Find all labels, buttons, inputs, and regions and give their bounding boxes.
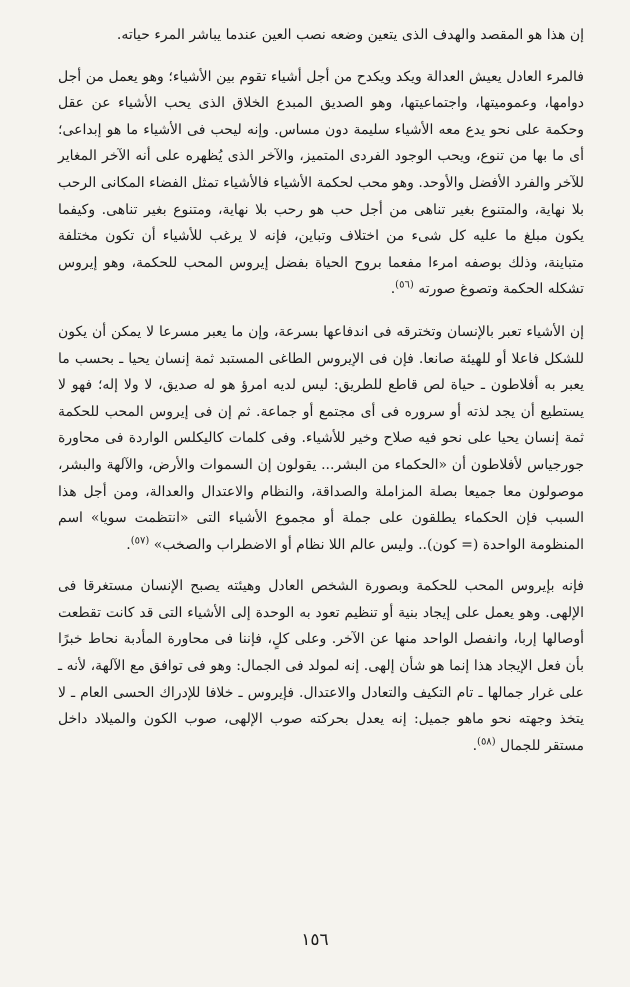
page-number: ١٥٦ xyxy=(301,930,329,950)
paragraph-1 xyxy=(58,22,584,49)
paragraph-4: فإنه بإيروس المحب للحكمة وبصورة الشخص العادل وهيئته يصبح الإنسان مستغرقا فى الإلهى. وهو يعمل على إيجاد بنية أو تنظيم تعود به الوحدة إلى الأشياء التى قد كانت تقطعت أوصالها إربا، وانفصل الواحد منها عن الآخر. وعلى كلٍ، فإننا فى محاورة المأدبة نحاط خبرًا بأن فعل الإيجاد هذا إنما هو شأن إلهى. إنه لمولد فى الجمال: وهو فى توافق مع الآلهة، لأنه ـ على غرار جمالها ـ تام التكيف والتعادل والاعتدال. فإيروس ـ خلافا للإدراك الحسى العام ـ لا يتخذ وجهته نحو ماهو جميل: إنه يعدل بحركته صوب الإلهى، صوب الكون والميلاد داخل مستقر للجمال $^{(٥٨)}$. xyxy=(58,578,584,754)
paragraph-3-text: إن الأشياء تعبر بالإنسان وتخترقه فى اندفاعها بسرعة، وإن ما يعبر مسرعا لا يمكن أن يكون للشكل فاعلا أو للهيئة صانعا. فإن فى الإيروس الطاغى المستبد ثمة إنسان يحيا ـ بحسب ما يعبر به أفلاطون ـ حياة لص قاطع للطريق: ليس لديه امرؤ هو له صديق، لا ولا إله؛ فهو لا يستطيع أن يجد لذته أو سروره فى أى مجتمع أو جماعة. ثم إن فى إيروس المحب للحكمة ثمة إنسان يحيا على نحو فيه صلاح وخير للأشياء. وفى كلمات كاليكلس الواردة فى محاورة جورجياس لأفلاطون أن «الحكماء من البشر... يقولون إن السموات والأرض، والآلهة والبشر، موصولون معا جميعا بصلة المزاملة والصداقة، والنظام والاعتدال والعدالة، ومن أجل هذا السبب فإن الحكماء يطلقون على جملة أو مجموع الأشياء التى «انتظمت سويا» اسم المنظومة الواحدة (= كون).. وليس عالم اللا نظام أو الاضطراب والصخب» xyxy=(58,323,584,553)
paragraph-2-text: فالمرء العادل يعيش العدالة ويكد ويكدح من أجل أشياء تقوم بين الأشياء؛ وهو يعمل من أجل دوامها، وعموميتها، واجتماعيتها، وهو الصديق المبدع الخلاق الذى يحب الأشياء عن عقل وحكمة على نحو يدع معه الأشياء سليمة دون مساس. وإنه ليحب فى الأشياء ما هو إبداعى؛ أى ما بها من تنوع، ويحب الوجود الفردى المتميز، والآخر الذى يُظهره على أنه الآخر المغاير للآخر والفرد الأفضل والأوحد. وهو محب لحكمة الأشياء فالأشياء تمثل الفضاء المكانى الرحب بلا نهاية، والمتنوع بغير تناهى من أجل حب هو رحب بلا نهاية، ومتنوع بغير تناهى. وكيفما يكون مبلغ ما عليه كل شىء من اختلاف وتباين، فإنه لا يرغب للأشياء أن تكون مختلفة متباينة، وذلك بوصفه امرءا مفعما بروح الحياة بفضل إيروس المحب للحكمة، وهو إيروس تشكله الحكمة وتصوغ صورته xyxy=(58,68,584,298)
footnote-reference-56: (٥٦) xyxy=(395,279,414,291)
paragraph-2: فالمرء العادل يعيش العدالة ويكد ويكدح من أجل أشياء تقوم بين الأشياء؛ وهو يعمل من أجل دوامها، وعموميتها، واجتماعيتها، وهو الصديق المبدع الخلاق الذى يحب الأشياء عن عقل وحكمة على نحو يدع معه الأشياء سليمة دون مساس. وإنه ليحب فى الأشياء ما هو إبداعى؛ أى ما بها من تنوع، ويحب الوجود الفردى المتميز، والآخر الذى يُظهره على أنه الآخر المغاير للآخر والفرد الأفضل والأوحد. وهو محب لحكمة الأشياء فالأشياء تمثل الفضاء المكانى الرحب بلا نهاية، والمتنوع بغير تناهى من أجل حب هو رحب بلا نهاية، ومتنوع بغير تناهى. وكيفما يكون مبلغ ما عليه كل شىء من اختلاف وتباين، فإنه لا يرغب للأشياء أن تكون مختلفة متباينة، وذلك بوصفه امرءا مفعما بروح الحياة بفضل إيروس المحب للحكمة، وهو إيروس تشكله الحكمة وتصوغ صورته $^{(٥٦)}$. xyxy=(58,68,584,298)
paragraph-1-text: إن هذا هو المقصد والهدف الذى يتعين وضعه نصب العين عندما يباشر المرء حياته. xyxy=(116,27,584,43)
paragraph-4-text: فإنه بإيروس المحب للحكمة وبصورة الشخص العادل وهيئته يصبح الإنسان مستغرقا فى الإلهى. وهو يعمل على إيجاد بنية أو تنظيم تعود به الوحدة إلى الأشياء التى قد كانت تقطعت أوصالها إربا، وانفصل الواحد منها عن الآخر. وعلى كلٍ، فإننا فى محاورة المأدبة نحاط خبرًا بأن فعل الإيجاد هذا إنما هو شأن إلهى. إنه لمولد فى الجمال: وهو فى توافق مع الآلهة، لأنه ـ على غرار جمالها ـ تام التكيف والتعادل والاعتدال. فإيروس ـ خلافا للإدراك الحسى العام ـ لا يتخذ وجهته نحو ماهو جميل: إنه يعدل بحركته صوب الإلهى، صوب الكون والميلاد داخل مستقر للجمال xyxy=(58,578,584,754)
footnote-reference-58: (٥٨) xyxy=(477,736,496,748)
footnote-reference-57: (٥٧) xyxy=(130,535,150,547)
paragraph-3: إن الأشياء تعبر بالإنسان وتخترقه فى اندفاعها بسرعة، وإن ما يعبر مسرعا لا يمكن أن يكون للشكل فاعلا أو للهيئة صانعا. فإن فى الإيروس الطاغى المستبد ثمة إنسان يحيا ـ بحسب ما يعبر به أفلاطون ـ حياة لص قاطع للطريق: ليس لديه امرؤ هو له صديق، لا ولا إله؛ فهو لا يستطيع أن يجد لذته أو سروره فى أى مجتمع أو جماعة. ثم إن فى إيروس المحب للحكمة ثمة إنسان يحيا على نحو فيه صلاح وخير للأشياء. وفى كلمات كاليكلس الواردة فى محاورة جورجياس لأفلاطون أن «الحكماء من البشر... يقولون إن السموات والأرض، والآلهة والبشر، موصولون معا جميعا بصلة المزاملة والصداقة، والنظام والاعتدال والعدالة، ومن أجل هذا السبب فإن الحكماء يطلقون على جملة أو مجموع الأشياء التى «انتظمت سويا» اسم المنظومة الواحدة (= كون).. وليس عالم اللا نظام أو الاضطراب والصخب» $^{(٥٧)}$. xyxy=(58,323,584,553)
